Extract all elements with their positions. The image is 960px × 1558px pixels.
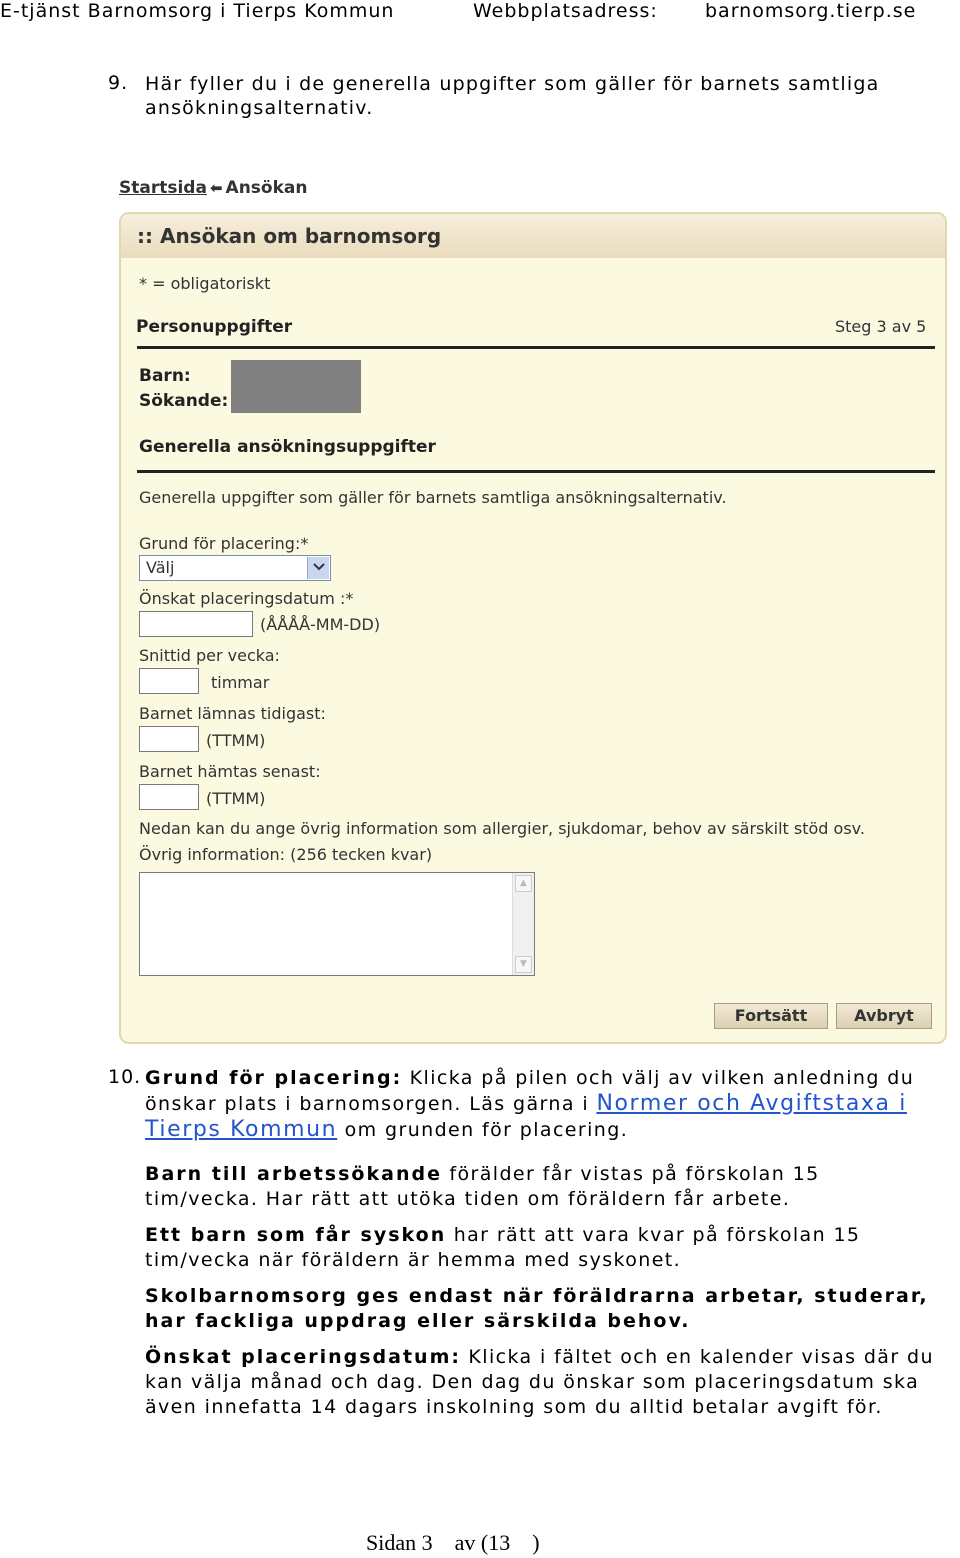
- step-10-paragraph-4: [145, 1284, 935, 1334]
- breadcrumb: [119, 178, 307, 198]
- school-care-note: Skolbarnomsorg ges endast när föräldrarna arbetar, studerar, har fackliga uppdrag eller särskilda behov.: [145, 1285, 929, 1332]
- step-9-line-1: Här fyller du i de generella uppgifter som gäller för barnets samtliga: [145, 73, 880, 95]
- reason-select-value: Välj: [146, 558, 175, 577]
- page-number: Sidan 3: [366, 1530, 433, 1555]
- step-9-line-2: ansökningsalternativ.: [145, 97, 374, 119]
- chevron-down-icon[interactable]: [307, 557, 329, 579]
- pickup-input[interactable]: [139, 784, 199, 810]
- redacted-names: [231, 360, 361, 413]
- avg-hours-label: Snittid per vecka:: [139, 646, 280, 665]
- divider: [137, 470, 935, 473]
- page-footer: [366, 1530, 540, 1556]
- date-text: Klicka i fältet och en kalender visas där du kan välja månad och dag. Den dag du önskar som placeringsdatum ska även innefatta 14 dagars inskolning som du alltid betalar avgift för.: [145, 1346, 934, 1418]
- sibling-heading: Ett barn som får syskon: [145, 1224, 447, 1246]
- reason-text: Klicka på pilen och välj av vilken anledning du önskar plats i barnomsorgen. Läs gärna i: [145, 1067, 915, 1115]
- pickup-label: Barnet hämtas senast:: [139, 762, 321, 781]
- general-description: Generella uppgifter som gäller för barnets samtliga ansökningsalternativ.: [139, 488, 727, 507]
- date-label: Önskat placeringsdatum :*: [139, 589, 354, 608]
- date-input[interactable]: [139, 611, 253, 637]
- breadcrumb-home-link[interactable]: Startsida: [119, 178, 207, 198]
- date-hint: (ÅÅÅÅ-MM-DD): [260, 615, 381, 634]
- page-total-close: ): [532, 1530, 540, 1555]
- section-general-heading: Generella ansökningsuppgifter: [139, 437, 436, 457]
- sibling-text: har rätt att vara kvar på förskolan 15 tim/vecka när föräldern är hemma med syskonet.: [145, 1224, 861, 1271]
- reason-select[interactable]: [139, 555, 331, 581]
- scroll-down-icon[interactable]: ▼: [515, 956, 532, 973]
- step-9-text: [145, 72, 945, 120]
- reason-label: Grund för placering:*: [139, 534, 309, 553]
- step-10-paragraph-2: [145, 1162, 935, 1212]
- panel-header: [121, 214, 945, 258]
- address-label: Webbplatsadress:: [473, 0, 658, 22]
- continue-button[interactable]: Fortsätt: [714, 1003, 828, 1029]
- avg-hours-input[interactable]: [139, 668, 199, 694]
- reason-text-end: om grunden för placering.: [337, 1119, 629, 1141]
- dropoff-input[interactable]: [139, 726, 199, 752]
- page-total: av (13: [454, 1530, 511, 1555]
- other-info-textarea[interactable]: [139, 872, 535, 976]
- other-info-label: Övrig information: (256 tecken kvar): [139, 845, 433, 864]
- jobseeker-text: förälder får vistas på förskolan 15 tim/vecka. Har rätt att utöka tiden om föräldern får arbete.: [145, 1163, 820, 1210]
- dropoff-hint: (TTMM): [206, 731, 266, 750]
- date-heading: Önskat placeringsdatum:: [145, 1346, 461, 1368]
- step-10-paragraph-3: [145, 1223, 935, 1273]
- norms-link[interactable]: Normer och Avgiftstaxa i Tierps Kommun: [145, 1091, 907, 1142]
- textarea-scrollbar[interactable]: [512, 873, 534, 975]
- jobseeker-heading: Barn till arbetssökande: [145, 1163, 442, 1185]
- required-note: * = obligatoriskt: [139, 274, 271, 293]
- step-10-paragraph-1: [145, 1066, 935, 1143]
- reason-heading: Grund för placering:: [145, 1067, 403, 1089]
- step-indicator: Steg 3 av 5: [835, 317, 927, 336]
- scroll-up-icon[interactable]: ▲: [515, 875, 532, 892]
- page-header: [0, 0, 960, 26]
- child-label: Barn:: [139, 366, 191, 386]
- site-address: barnomsorg.tierp.se: [705, 0, 917, 22]
- pickup-hint: (TTMM): [206, 789, 266, 808]
- applicant-label: Sökande:: [139, 391, 229, 411]
- step-10-paragraph-5: [145, 1345, 935, 1420]
- dropoff-label: Barnet lämnas tidigast:: [139, 704, 326, 723]
- arrow-left-icon: ⬅: [209, 179, 223, 197]
- divider: [137, 346, 935, 349]
- application-form-panel: [119, 212, 947, 1044]
- avg-hours-unit: timmar: [211, 673, 270, 692]
- step-10-number: 10.: [108, 1066, 142, 1088]
- breadcrumb-current: Ansökan: [225, 178, 308, 198]
- cancel-button[interactable]: Avbryt: [836, 1003, 932, 1029]
- form-title: :: Ansökan om barnomsorg: [137, 224, 442, 248]
- section-personal-heading: Personuppgifter: [136, 317, 293, 337]
- other-info-description: Nedan kan du ange övrig information som allergier, sjukdomar, behov av särskilt stöd osv.: [139, 819, 865, 838]
- step-9-number: 9.: [108, 72, 129, 94]
- service-title: E-tjänst Barnomsorg i Tierps Kommun: [0, 0, 395, 22]
